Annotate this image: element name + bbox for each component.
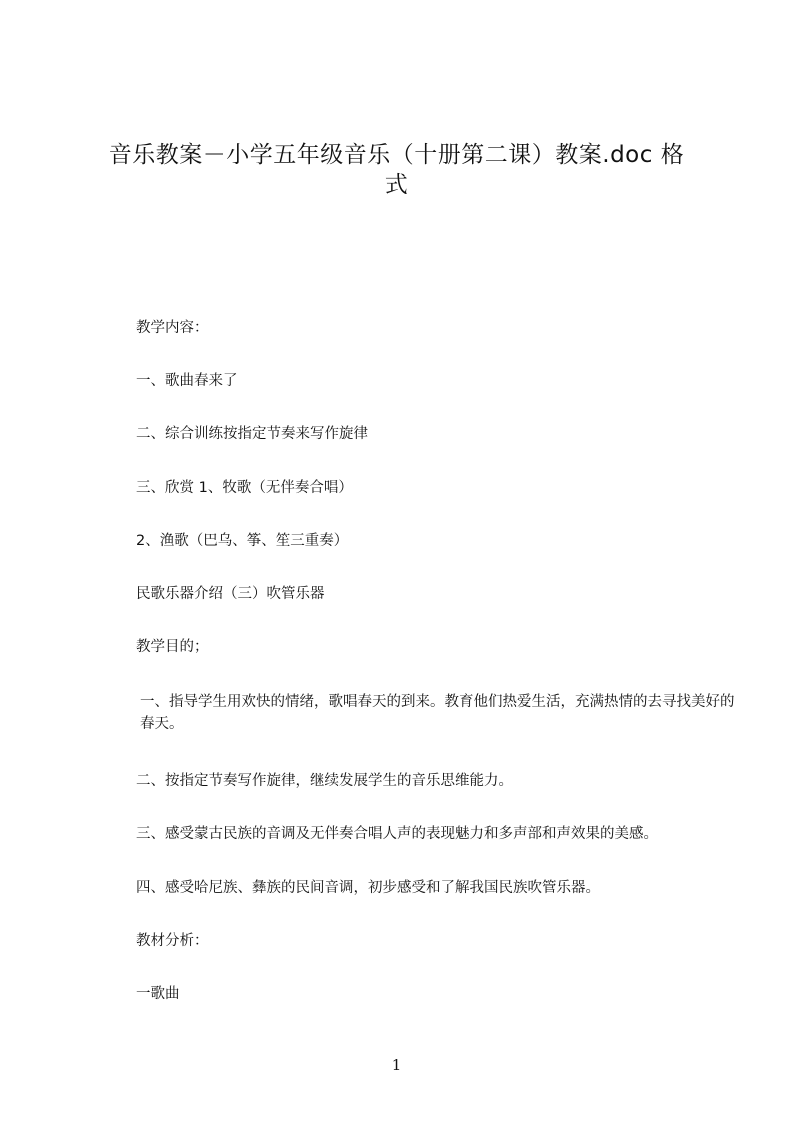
paragraph-item-1: 一、歌曲春来了 — [136, 373, 238, 389]
document-title: 音乐教案－小学五年级音乐（十册第二课）教案.doc 格式 — [108, 142, 685, 198]
paragraph-teaching-content-heading: 教学内容： — [136, 320, 209, 336]
paragraph-goal-4: 四、感受哈尼族、彝族的民间音调，初步感受和了解我国民族吹管乐器。 — [136, 880, 600, 896]
paragraph-goal-1: 一、指导学生用欢快的情绪，歌唱春天的到来。教育他们热爱生活，充满热情的去寻找美好的春天。 — [140, 694, 735, 732]
paragraph-goal-3: 三、感受蒙古民族的音调及无伴奏合唱人声的表现魅力和多声部和声效果的美感。 — [136, 826, 658, 842]
paragraph-instrument-intro: 民歌乐器介绍（三）吹管乐器 — [136, 586, 325, 602]
paragraph-song-heading: 一歌曲 — [136, 986, 180, 1002]
page-number: 1 — [391, 1056, 402, 1074]
paragraph-item-3: 三、欣赏 1、牧歌（无伴奏合唱） — [136, 480, 353, 496]
paragraph-material-analysis-heading: 教材分析： — [136, 933, 209, 949]
paragraph-item-2: 二、综合训练按指定节奏来写作旋律 — [136, 426, 368, 442]
paragraph-goal-2: 二、按指定节奏写作旋律，继续发展学生的音乐思维能力。 — [136, 773, 513, 789]
paragraph-item-3-sub: 2、渔歌（巴乌、筝、笙三重奏） — [136, 533, 349, 549]
paragraph-teaching-goals-heading: 教学目的； — [136, 639, 209, 655]
